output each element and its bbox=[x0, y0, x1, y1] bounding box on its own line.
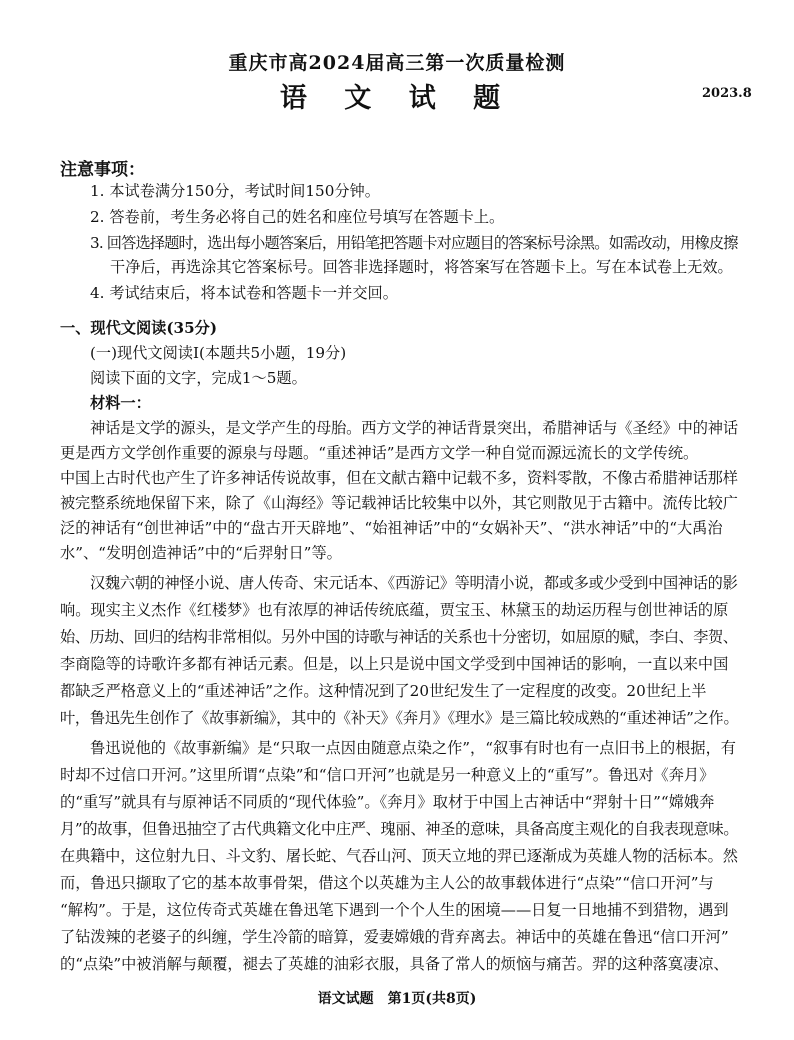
notice-item-2: 2. 答卷前，考生务必将自己的姓名和座位号填写在答题卡上。 bbox=[90, 208, 505, 226]
body-line: 汉魏六朝的神怪小说、唐人传奇、宋元话本、《西游记》等明清小说，都或多或少受到中国神话的影 bbox=[90, 574, 738, 592]
exam-date: 2023.8 bbox=[702, 86, 752, 101]
body-line: 而，鲁迅只撷取了它的基本故事骨架，借这个以英雄为主人公的故事载体进行“点染”“信口开河”与 bbox=[60, 874, 714, 892]
body-line: 泛的神话有“创世神话”中的“盘古开天辟地”、“始祖神话”中的“女娲补天”、“洪水神话”中的“大禹治 bbox=[60, 519, 723, 537]
body-line: 李商隐等的诗歌许多都有神话元素。但是，以上只是说中国文学受到中国神话的影响，一直以来中国 bbox=[60, 655, 729, 673]
body-line: 在典籍中，这位射九日、斗文豹、屠长蛇、气吞山河、顶天立地的羿已逐渐成为英雄人物的活标本。然 bbox=[60, 847, 738, 865]
body-line: 了钻泼辣的老婆子的纠缠，学生冷箭的暗算，爱妻嫦娥的背弃离去。神话中的英雄在鲁迅“信口开河” bbox=[60, 928, 729, 946]
page-footer: 语文试题 第1页(共8页) bbox=[317, 991, 477, 1007]
notice-item-3: 3. 回答选择题时，选出每小题答案后，用铅笔把答题卡对应题目的答案标号涂黑。如需改动，用橡皮擦 bbox=[90, 234, 738, 252]
notice-heading: 注意事项： bbox=[60, 160, 145, 180]
body-line: 鲁迅说他的《故事新编》是“只取一点因由随意点染之作”，“叙事有时也有一点旧书上的根据，有 bbox=[90, 739, 736, 757]
body-line: “解构”。于是，这位传奇式英雄在鲁迅笔下遇到一个个人生的困境——日复一日地捕不到猎物，遇到 bbox=[60, 901, 729, 919]
reading-instruction: 阅读下面的文字，完成1～5题。 bbox=[90, 369, 307, 387]
notice-item-3-cont: 干净后，再选涂其它答案标号。回答非选择题时，将答案写在答题卡上。写在本试卷上无效。 bbox=[110, 258, 733, 276]
notice-item-1: 1. 本试卷满分150分，考试时间150分钟。 bbox=[90, 182, 380, 200]
body-line: 始、历劫、回归的结构非常相似。另外中国的诗歌与神话的关系也十分密切，如屈原的赋，李白、李贺、 bbox=[60, 628, 738, 646]
body-line: 时却不过信口开河。”这里所谓“点染”和“信口开河”也就是另一种意义上的“重写”。鲁迅对《奔月》 bbox=[60, 766, 715, 784]
notice-item-4: 4. 考试结束后，将本试卷和答题卡一并交回。 bbox=[90, 284, 398, 302]
section-subtitle: (一)现代文阅读Ⅰ(本题共5小题，19分) bbox=[90, 344, 347, 362]
body-line: 叶，鲁迅先生创作了《故事新编》，其中的《补天》《奔月》《理水》是三篇比较成熟的“重述神话”之作。 bbox=[60, 709, 739, 727]
exam-title: 重庆市高2024届高三第一次质量检测 bbox=[228, 52, 566, 74]
body-line: 中国上古时代也产生了许多神话传说故事，但在文献古籍中记载不多，资料零散，不像古希腊神话那样 bbox=[60, 469, 738, 487]
section-title: 一、现代文阅读(35分) bbox=[60, 319, 218, 337]
body-line: 的“重写”就具有与原神话不同质的“现代体验”。《奔月》取材于中国上古神话中“羿射十日”“嫦娥奔 bbox=[60, 793, 715, 811]
body-line: 的“点染”中被消解与颠覆，褪去了英雄的油彩衣服，具备了常人的烦恼与痛苦。羿的这种落寞凄凉、 bbox=[60, 955, 729, 973]
body-line: 都缺乏严格意义上的“重述神话”之作。这种情况到了20世纪发生了一定程度的改变。20世纪上半 bbox=[60, 682, 707, 700]
body-line: 更是西方文学创作重要的源泉与母题。“重述神话”是西方文学一种自觉而源远流长的文学传统。 bbox=[60, 444, 699, 462]
body-line: 被完整系统地保留下来，除了《山海经》等记载神话比较集中以外，其它则散见于古籍中。流传比较广 bbox=[60, 494, 738, 512]
material-label: 材料一： bbox=[90, 394, 151, 412]
body-line: 神话是文学的源头，是文学产生的母胎。西方文学的神话背景突出，希腊神话与《圣经》中的神话 bbox=[90, 419, 738, 437]
body-line: 响。现实主义杰作《红楼梦》也有浓厚的神话传统底蕴，贾宝玉、林黛玉的劫运历程与创世神话的原 bbox=[60, 601, 729, 619]
subject-title: 语 文 试 题 bbox=[279, 83, 515, 114]
body-line: 水”、“发明创造神话”中的“后羿射日”等。 bbox=[60, 544, 342, 562]
body-line: 月”的故事，但鲁迅抽空了古代典籍文化中庄严、瑰丽、神圣的意味，具备高度主观化的自我表现意味。 bbox=[60, 820, 739, 838]
